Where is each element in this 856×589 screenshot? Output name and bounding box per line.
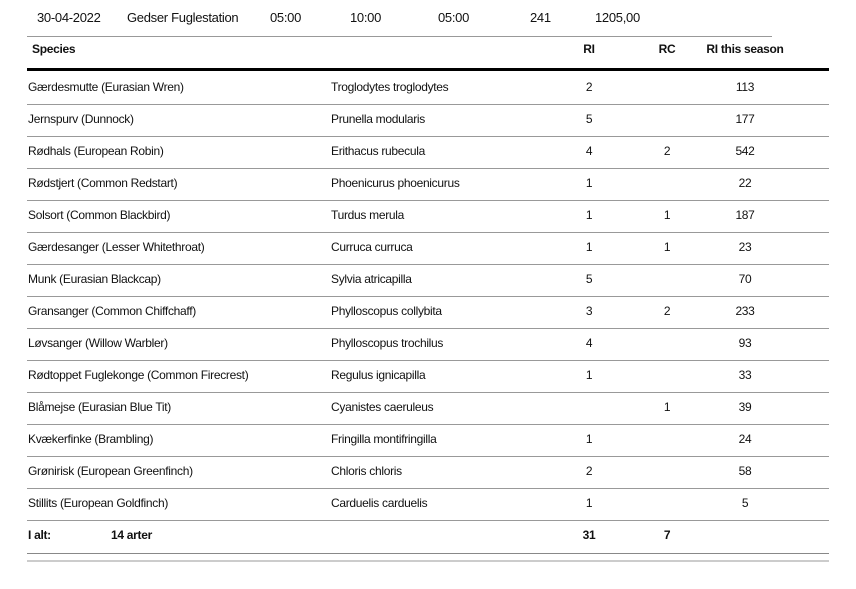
scientific-name: Prunella modularis (331, 112, 425, 126)
species-name: Løvsanger (Willow Warbler) (28, 336, 168, 350)
scientific-name: Curruca curruca (331, 240, 413, 254)
species-name: Rødtoppet Fuglekonge (Common Firecrest) (28, 368, 249, 382)
scientific-name: Sylvia atricapilla (331, 272, 412, 286)
scientific-name: Cyanistes caeruleus (331, 400, 434, 414)
season-value: 187 (735, 208, 755, 222)
divider (27, 36, 772, 37)
species-name: Stillits (European Goldfinch) (28, 496, 169, 510)
ri-value: 1 (585, 208, 593, 222)
total-row (0, 519, 856, 551)
table-row (0, 71, 856, 103)
scientific-name: Carduelis carduelis (331, 496, 428, 510)
scientific-name: Phylloscopus trochilus (331, 336, 444, 350)
ri-value: 5 (585, 272, 593, 286)
table-row (0, 391, 856, 423)
rc-value: 2 (663, 144, 671, 158)
table-row (0, 135, 856, 167)
ri-value: 4 (585, 336, 593, 350)
scientific-name: Regulus ignicapilla (331, 368, 426, 382)
header-rc: RC (658, 42, 676, 56)
table-row (0, 263, 856, 295)
species-name: Gærdesanger (Lesser Whitethroat) (28, 240, 205, 254)
total-rc: 7 (663, 528, 671, 542)
count: 241 (530, 10, 551, 25)
species-name: Jernspurv (Dunnock) (28, 112, 134, 126)
rc-value: 1 (663, 208, 671, 222)
species-name: Kvækerfinke (Brambling) (28, 432, 154, 446)
species-name: Rødhals (European Robin) (28, 144, 164, 158)
species-name: Blåmejse (Eurasian Blue Tit) (28, 400, 171, 414)
season-value: 177 (735, 112, 755, 126)
table-row (0, 231, 856, 263)
divider (27, 560, 829, 562)
divider (27, 553, 829, 554)
table-row (0, 167, 856, 199)
season-value: 23 (738, 240, 752, 254)
total-species-count: 14 arter (111, 528, 152, 542)
total-label: I alt: (28, 528, 51, 542)
scientific-name: Turdus merula (331, 208, 405, 222)
scientific-name: Erithacus rubecula (331, 144, 425, 158)
species-name: Gærdesmutte (Eurasian Wren) (28, 80, 184, 94)
season-value: 113 (735, 80, 755, 94)
table-row (0, 455, 856, 487)
table-row (0, 295, 856, 327)
header-species: Species (32, 42, 76, 56)
season-value: 33 (738, 368, 752, 382)
header-season: RI this season (706, 42, 784, 56)
scientific-name: Phoenicurus phoenicurus (331, 176, 460, 190)
ri-value: 1 (585, 368, 593, 382)
ri-value: 3 (585, 304, 593, 318)
season-value: 93 (738, 336, 752, 350)
species-name: Munk (Eurasian Blackcap) (28, 272, 161, 286)
table-row (0, 327, 856, 359)
table-row (0, 359, 856, 391)
duration: 05:00 (438, 10, 470, 25)
ri-value: 1 (585, 176, 593, 190)
table-row (0, 487, 856, 519)
ri-value: 2 (585, 464, 593, 478)
ri-value: 1 (585, 432, 593, 446)
ri-value: 5 (585, 112, 593, 126)
rc-value: 1 (663, 400, 671, 414)
season-value: 70 (738, 272, 752, 286)
ri-value: 4 (585, 144, 593, 158)
end-time: 10:00 (350, 10, 382, 25)
species-name: Solsort (Common Blackbird) (28, 208, 171, 222)
season-value: 233 (735, 304, 755, 318)
start-time: 05:00 (270, 10, 302, 25)
season-value: 39 (738, 400, 752, 414)
scientific-name: Chloris chloris (331, 464, 402, 478)
scientific-name: Troglodytes troglodytes (331, 80, 449, 94)
total-ri: 31 (582, 528, 596, 542)
season-value: 5 (741, 496, 749, 510)
date: 30-04-2022 (37, 10, 101, 25)
species-name: Rødstjert (Common Redstart) (28, 176, 178, 190)
table-row (0, 423, 856, 455)
ri-value: 2 (585, 80, 593, 94)
ri-value: 1 (585, 496, 593, 510)
season-value: 58 (738, 464, 752, 478)
species-name: Gransanger (Common Chiffchaff) (28, 304, 196, 318)
header-ri: RI (583, 42, 595, 56)
value: 1205,00 (595, 10, 640, 25)
table-row (0, 199, 856, 231)
season-value: 24 (738, 432, 752, 446)
table-row (0, 103, 856, 135)
ri-value: 1 (585, 240, 593, 254)
rc-value: 1 (663, 240, 671, 254)
season-value: 542 (735, 144, 755, 158)
rc-value: 2 (663, 304, 671, 318)
season-value: 22 (738, 176, 752, 190)
station: Gedser Fuglestation (127, 10, 239, 25)
scientific-name: Phylloscopus collybita (331, 304, 442, 318)
scientific-name: Fringilla montifringilla (331, 432, 437, 446)
species-name: Grønirisk (European Greenfinch) (28, 464, 193, 478)
